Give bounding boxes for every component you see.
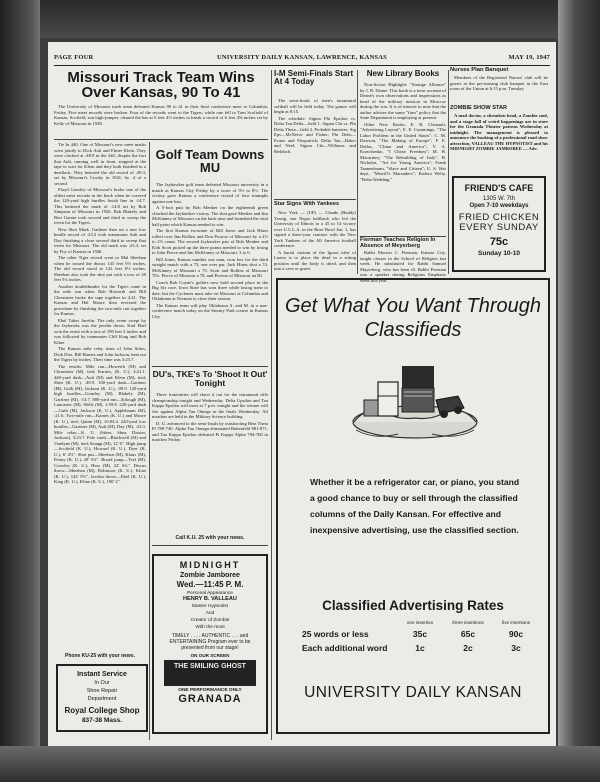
column-rule: [271, 70, 272, 740]
library-body: Non-fiction Highlight: "Strange Alliance" by J. R. Deane. This book is a terse account of Deane's own observations and impressions as head of the military mission in Moscow during the war. It is of interest to note that the author advises the same "firm" policy that the State Department is employing at present. Other New Books: E. B. Chenault, "Advertising Layout"; E. E. Cummings, "The Labor Problem in the United States"; C. M. Dawson, "The Making of Europe"; F. E. Dallas, "China and America"; V. A. Kravchenko, "I Chose Freedom"; M. H. Macartney, "The Rebuilding of Italy"; B. Nicholas, "Art for Young America"; Frank Tannenbaum, "Slave and Citizen"; U. S. War dept., "Merrill's Marauders"; Eudora Welty, "Delta Wedding.": [360, 82, 446, 182]
track-results: The results: Mile run—Howerth (M) and Chronister (M), tied; Karnes, (K. U.), 4:21.1. 440-yard dash—Ault (M) and Klein (M), tied; Shea (K. U.), :48.9. 100-yard dash—Gartiner (M), Gulh (M), Jackson (K. U.), :09.9. 120-yard high hurdles—Gourley (M), Blakely (M), Gartiner (M), :14.7. 880-yard run—Kilough (M), Lancaster (M), Wells (M), 1:59.8. 220-yard dash—Guth (M), Jackson (K. U.), Applebaum (M), :21.6. Two-mile run—Karnes (K. U.) and Moore (K. U.), tied; Quinn (M), 10:04.4. 220-yard low hurdles—Gartiner (M), Ault (M), Day (M), :23.3. Mile relay—K. U. (Stites, Shea, Disster, Jackson), 3:23.7. Pole vault—Blackwell (M) and Vandyne (M), tied; Knapp (M), 12' 6". High jump—Scofield (K. U.), Howard (K. U.), Dyer (K. U.), 6' 4½". Shot put—Sheehan (M), Klaus (M), Penny (K. U.), 49' 5¾". Broad jump—Teel (M), Crowley (K. U.), Hess (M), 22' 6¾". Discus throw—Sheehan (M), Robinson (K. U.), Kline (K. U.), 143' 9½". Javelin throw—Ebel (K. U.), King (K. U.), Kline (K. U.), 190' 2".: [54, 363, 146, 484]
paper-name: UNIVERSITY DAILY KANSAN, LAWRENCE, KANSAS: [216, 54, 387, 61]
track-phone-line: Phone KU-25 with your news.: [64, 653, 135, 659]
show-time: Wed.—11:45 P. M.: [176, 580, 244, 589]
semifinals-body: The semi-finals of men's intramural softball will be held today. The games will begin at 8:15. The schedule: Sigma Phi Epsilon vs. Delta Tau Delta—field 1. Sigma Chi vs. Phi Delta Theta—field 2. Probable batteries: Sig Eps—McNeive and Fisher; Phi Delts—Evans and Fitzpatrick; Delta Tau—Baker and Neel; Sigma Chi—Williams and Reddoch.: [274, 98, 356, 154]
scan-border-bottom: [0, 746, 600, 782]
rates-table: [302, 620, 536, 653]
scan-border-top: [0, 0, 600, 38]
column-rule: [149, 142, 150, 740]
classifieds-copy: Whether it be a refrigerator car, or piano, you stand a good chance to buy or sell through the classified columns of the Daily Kansan. For effective and inexpensive advertising, use the classified section.: [310, 477, 520, 535]
cafe-name: FRIEND'S CAFE: [464, 183, 534, 193]
divider: [274, 199, 356, 200]
friends-cafe-ad: [452, 176, 546, 272]
classifieds-ad: [276, 278, 550, 734]
classifieds-title: Get What You Want Through Classifieds: [284, 295, 542, 341]
zombie-body: A mad doctor, a shrunken head, a Zombie soul, and a stage full of weird happenings are in store for the Granada Theater patrons Wednesday at midnight. The management is pleased to announce the booking of a professional road show attraction, VALLEAU THE HYPNOTIST and his MIDNIGHT ZOMBIE JAMBOREE — Adv.: [450, 113, 548, 151]
page-number: PAGE FOUR: [54, 54, 94, 61]
divider: [152, 366, 268, 367]
issue-date: MAY 19, 1947: [508, 54, 550, 61]
classifieds-footer: UNIVERSITY DAILY KANSAN: [304, 684, 522, 701]
fierman-body: Rabbi Morton C. Fierman, Kansas City, taught classes in the School of Religion last week. He substituted for Rabbi Samuel Mayerberg, who has been ill. Rabbi Fierman was a speaker during Religious Emphasis week this year.: [360, 250, 446, 283]
dus-body: Three fraternities will shoot it out for the intramural rifle championship tonight and Wednesday. Delta Upsilon and Tau Kappa Epsilon will meet at 7 p.m. tonight and the winner will fire against Alpha Tau Omega in the finals Wednesday. All matches are held in the Military Science building. D. U. advanced to the semi-finals by outshooting Beta Theta Pi 780-740. Alpha Tau Omega eliminated Battenfeld 881-871, and Tau Kappa Epsilon defeated Pi Kappa Alpha 794-760 in matches Friday.: [152, 392, 268, 442]
theater-name: GRANADA: [178, 693, 242, 705]
performer-name: HENRY B. VALLEAU: [183, 596, 237, 602]
scan-border-right: [558, 0, 600, 782]
film-title: THE SMILING GHOST: [164, 660, 256, 686]
rates-row: 25 words or less 35c 65c 90c: [302, 629, 524, 639]
rates-title: Classified Advertising Rates: [322, 598, 504, 613]
granada-theater-ad: MIDNIGHT Zombie Jamboree Wed.—11:45 P. M. Personal Appearance HENRY B. VALLEAU Master Hypnotist And Creator of Zombie With the most TIMELY . . . . AUTHENTIC . . . and ENTERTAINING Program ever to be presented from our stage! ON OUR SCREEN THE SMILING GHOST ONE PERFORMANCE ONLY GRANADA: [152, 554, 268, 734]
shop-name: Royal College Shop: [64, 706, 140, 715]
golf-headline: Golf Team Downs MU: [155, 147, 265, 176]
cafe-price: 75c: [489, 236, 509, 248]
rates-row: Each additional word 1c 2c 3c: [302, 643, 521, 653]
dus-phone-line: Call K.U. 25 with your news.: [175, 535, 245, 541]
fierman-headline: Fierman Teaches Religion In Absence of Meyerberg: [360, 237, 436, 249]
track-headline: Missouri Track Team Wins Over Kansas, 90 To 41: [67, 69, 255, 102]
track-body: Tie In 440. One of Missouri's new meet marks went jointly to Dick Ault and Elmer Klein. They were clocked at :48.9 in the 440, despite the fact that Ault, running well in front, stopped at the tape to wait for Klein and they both finished in a deadlock. They bettered the old record of :49.3, set by Missouri's Crosby in 1941, by .4 of a second. Floyd Gourley of Missouri's broke one of the oldest meet records in the book when he covered the 120-yard high hurdles finish line in :14.7. This bettered the mark of :14.8 set by Bob Simpson of Missouri in 1926. Bob Blakely and Bert Garner took second and third to sweep the event for the Tigers. New Shot Mark. Garliner then set a new low hurdle record of :23.3 with teammates Ault and Day finishing a close second third to sweep that event for Missouri. The old mark was :23.4, set by Foy of Kansas in 1946. The other Tiger record went to Mal Sheehan when he tossed the discus 143 feet 9½ inches. The old record stood at 142 feet 8½ inches. Sheehan also took the shot put with a toss of 49 feet 5¾ inches. Another doubleheader for the Tigers came in the mile run when Bob Howerth and Bill Chronister broke the tape together in 4:21. The Kansas and Hal Moore then reversed the procedure by finishing the two-mile run together for Kansas. Ebel Takes Javelin. The only event swept by the Jayhawks was the javelin throw. Karl Ebel won the event with a toss of 190 feet 2 inches and was followed by teammates Cliff King and Bob Kline. The Kansas mile relay team of John Stites, Dick Diss, Bill Barnes and John Jackson, beat out the Tigers by inches. Their time was 3:23.7. The results: Mile run—Howerth (M) and Chronister (M), tied; Karnes, (K. U.), 4:21.1. 440-yard dash—Ault (M) and Klein (M), tied; Shea (K. U.), :48.9. 100-yard dash—Gartiner (M), Gulh (M), Jackson (K. U.), :09.9. 120-yard high hurdles—Gourley (M), Blakely (M), Gartiner (M), :14.7. 880-yard run—Kilough (M), Lancaster (M), Wells (M), 1:59.8. 220-yard dash—Guth (M), Jackson (K. U.), Applebaum (M), :21.6. Two-mile run—Karnes (K. U.) and Moore (K. U.), tied; Quinn (M), 10:04.4. 220-yard low hurdles—Gartiner (M), Ault (M), Day (M), :23.3. Mile relay—K. U. (Stites, Shea, Disster, Jackson), 3:23.7. Pole vault—Blackwell (M) and Vandyne (M), tied; Knapp (M), 12' 6". High jump—Scofield (K. U.), Howard (K. U.), Dyer (K. U.), 6' 4½". Shot put—Sheehan (M), Klaus (M), Penny (K. U.), 49' 5¾". Broad jump—Teel (M), Crowley (K. U.), Hess (M), 22' 6¾". Discus throw—Sheehan (M), Robinson (K. U.), Kline (K. U.), 143' 9½". Javelin throw—Ebel (K. U.), King (K. U.), Kline (K. U.), 190' 2".: [54, 142, 146, 484]
divider: [152, 545, 268, 546]
rates-header-row: one insertion three insertions five insertions: [406, 620, 531, 625]
hands-holding-goods-illustration: [348, 352, 482, 444]
divider: [54, 139, 268, 140]
nurses-headline: Nurses Plan Banquet: [450, 67, 509, 73]
library-headline: New Library Books: [366, 69, 440, 78]
zombie-headline: ZOMBIE SHOW STAR: [450, 105, 508, 111]
newspaper-page: [48, 42, 556, 746]
nurses-body: Members of the Registered Nurses' club will be guests at the pre-nursing club banquet in the East room of the Union at 6:15 p.m. Tuesday.: [450, 75, 548, 91]
column-rule: [357, 70, 358, 274]
semifinals-headline: I-M Semi-Finals Start At 4 Today: [274, 69, 354, 87]
yankees-body: New York — (UP) — Claude (Buddy) Young, star Negro halfback who led the University of Illinois to a 45 to 14 victory over U.C.L.A. in the Rose Bowl Jan. 1, has signed a three-year contract with the New York Yankees of the All America football conference. A burial custom of the Igorot tribe of Luzon is to place the dead in a sitting position until the body is dried, and then into a cave or grave.: [274, 210, 356, 271]
yankees-headline: Star Signs With Yankees: [274, 201, 340, 207]
scan-border-left: [0, 0, 40, 782]
royal-college-shop-ad: Instant Service In Our Shoe Repair Department Royal College Shop 837-38 Mass.: [56, 664, 148, 732]
page-masthead: [54, 54, 550, 66]
shop-address: 837-38 Mass.: [81, 717, 123, 724]
track-lead: The University of Missouri track team defeated Kansas 90 to 41 in their final conference meet at Columbia, Friday. Five meet records were broken. Four of the records went to the Tigers, while one fell to Tom Scofield of Kansas, Scofield, son high-jumper, cleared the bar at 6 feet 4½ inches to break a record of 6 feet 4⅝ inches set by Kelly of Missouri in 1938.: [54, 104, 268, 126]
dus-headline: DU's, TKE's To 'Shoot It Out' Tonight: [152, 369, 268, 388]
cafe-address: 1305 W. 7th: [482, 196, 516, 202]
golf-body: The Jayhawker golf team defeated Missouri university in a match at Kansas City Friday by a score of 9½ to 8½. The victory gave Kansas a conference record of four triumphs against one loss. A 5-foot putt by Bob Menker on the eighteenth green clinched the Jayhawker victory. The shot gave Menker and Jim McKinney of Missouri on the back nine and furnished the vital half point which Kansas needed to win. The first Kansas twosome of Bill Jones and Jack Hines rolled over Jim Rollins and Don Prowse of Missouri by a 4½ to 2½ count. The second Jayhawker pair of Bob Menker and Kirk Scott picked up the three points needed to win by losing to John Pierce and Jim McKinney of Missouri, 3 to 6. Bill Jones, Kansas number one man, won low for the third straight match with a 73, one over par. Jack Hines shot a 74. McKinney of Missouri a 75. Scott and Rollins of Missouri 76's. Pierce of Missouri a 78, and Prowse of Missouri an 80. Coach Bob Coyne's golfers now hold second place in the Big Six race. Iowa State has won three while losing none to date, but the Cyclones must take on Missouri at Columbia and Oklahoma at Norman to close their season. The Kansas team will play Oklahoma A. and M. in a non-conference match today on the Stormy Park course in Kansas City.: [152, 182, 268, 319]
cafe-special: FRIED CHICKEN EVERY SUNDAY: [458, 212, 540, 233]
cafe-sunday-hours: Sunday 10-10: [478, 250, 520, 257]
cafe-hours: Open 7-10 weekdays: [469, 203, 529, 209]
column-rule: [448, 70, 449, 274]
